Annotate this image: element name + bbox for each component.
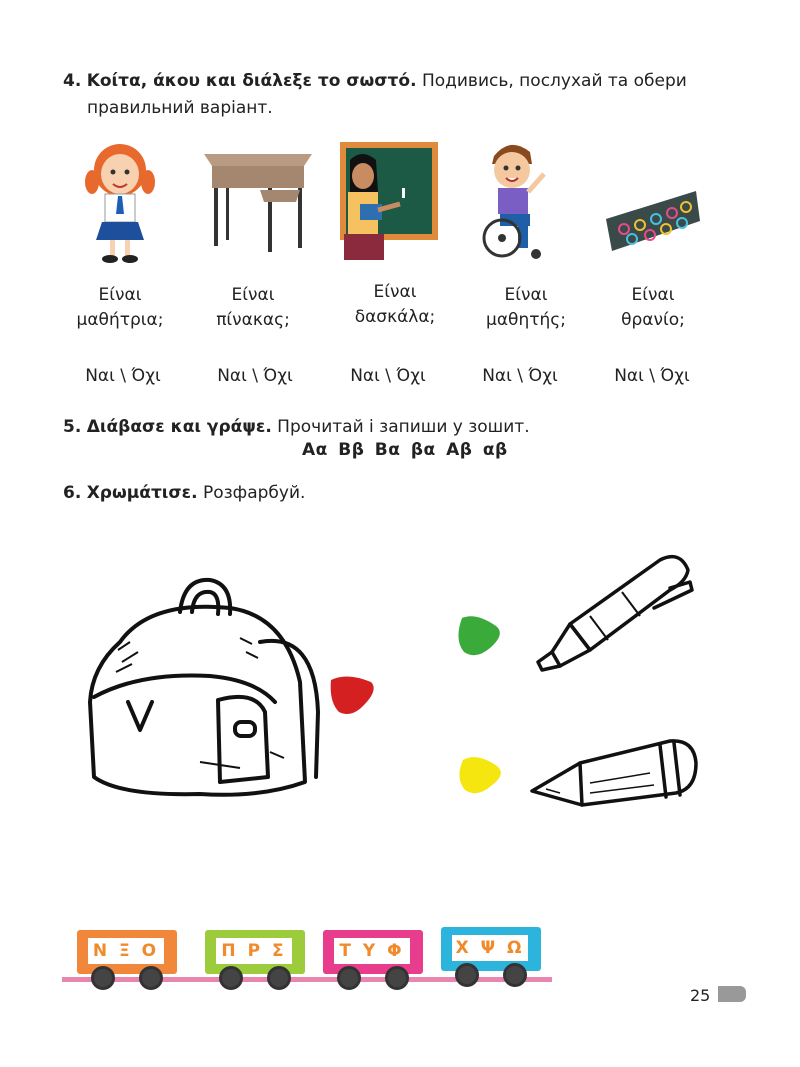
task6-title-ukrainian: Розфарбуй.: [197, 483, 306, 503]
wagon-label: Χ Ψ Ω: [452, 935, 528, 961]
wagon-label: Ν Ξ Ο: [88, 938, 164, 964]
question-word: Είναι: [504, 285, 548, 305]
question-noun: δασκάλα;: [354, 307, 436, 327]
wagon-label: Π Ρ Σ: [216, 938, 292, 964]
task5-title-greek: Διάβασε και γράψε.: [86, 417, 272, 437]
wheel: [267, 966, 291, 990]
answer-option-1[interactable]: Ναι \ Όχι: [85, 366, 161, 386]
task5-title-ukrainian: Прочитай і запиши у зошит.: [271, 417, 530, 437]
girl-illustration: [80, 132, 160, 267]
question-card-1: [65, 283, 175, 333]
question-word: Είναι: [631, 285, 675, 305]
question-word: Είναι: [98, 285, 142, 305]
page-number: 25: [690, 986, 711, 1005]
wheel: [455, 963, 479, 987]
page-tab-marker: [718, 986, 746, 1002]
question-noun: θρανίο;: [621, 310, 685, 330]
question-card-5: [598, 283, 708, 333]
question-card-2: [198, 283, 308, 333]
wheel: [385, 966, 409, 990]
pencil-outline[interactable]: [530, 733, 700, 808]
answer-option-2[interactable]: Ναι \ Όχι: [217, 366, 293, 386]
question-noun: μαθητής;: [486, 310, 566, 330]
wheel: [91, 966, 115, 990]
wagon-2: [205, 930, 305, 988]
task5-letters: Αα Ββ Βα βα Αβ αβ: [302, 440, 508, 460]
pencil-case-illustration: [602, 185, 700, 257]
task5-number: 5.: [63, 417, 82, 437]
question-word: Είναι: [231, 285, 275, 305]
red-color-swatch: [327, 672, 377, 718]
yellow-color-swatch: [455, 752, 507, 796]
question-noun: πίνακας;: [216, 310, 290, 330]
answer-option-4[interactable]: Ναι \ Όχι: [482, 366, 558, 386]
question-noun: μαθήτρια;: [76, 310, 164, 330]
wheel: [139, 966, 163, 990]
backpack-outline[interactable]: [80, 572, 325, 802]
boy-wheelchair-illustration: [474, 134, 558, 264]
task4-number: 4.: [63, 71, 82, 91]
wheel: [219, 966, 243, 990]
task4-title-ukrainian: Подивись, послухай та обери: [416, 71, 687, 91]
task4-heading: [63, 68, 763, 94]
question-card-4: [471, 283, 581, 333]
pen-outline[interactable]: [530, 552, 700, 674]
task4-title-greek: Κοίτα, άκου και διάλεξε το σωστό.: [86, 71, 417, 91]
wagon-1: [77, 930, 177, 988]
wagon-3: [323, 930, 423, 988]
question-word: Είναι: [373, 282, 417, 302]
wheel: [503, 963, 527, 987]
task4-heading-line2: правильний варіант.: [87, 98, 273, 118]
wheel: [337, 966, 361, 990]
task6-title-greek: Χρωμάτισε.: [86, 483, 198, 503]
question-card-3: [340, 280, 450, 330]
wagon-4: [441, 927, 541, 985]
wagon-label: Τ Υ Φ: [334, 938, 410, 964]
task5-heading: [63, 414, 763, 440]
answer-option-5[interactable]: Ναι \ Όχι: [614, 366, 690, 386]
teacher-illustration: [338, 140, 442, 262]
green-color-swatch: [454, 612, 506, 658]
task6-heading: [63, 480, 763, 506]
desk-illustration: [200, 150, 318, 255]
answer-option-3[interactable]: Ναι \ Όχι: [350, 366, 426, 386]
task6-number: 6.: [63, 483, 82, 503]
